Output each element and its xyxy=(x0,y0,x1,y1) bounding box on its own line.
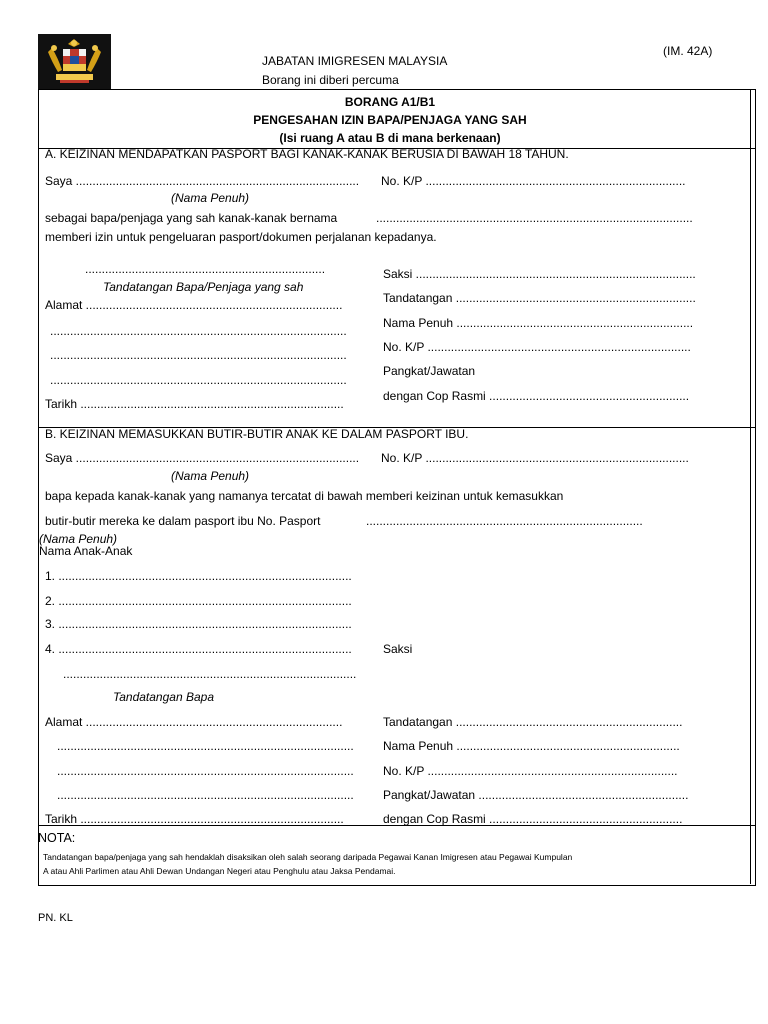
b-saya-field[interactable]: Saya ..................................................................................... xyxy=(45,451,360,465)
b-consent-line-1: bapa kepada kanak-kanak yang namanya tercatat di bawah memberi keizinan untuk kemasukkan xyxy=(45,489,564,503)
a-tandatangan-field[interactable]: Tandatangan ........................................................................ xyxy=(383,291,696,305)
b-signature-field[interactable]: ........................................................................................ xyxy=(63,667,357,681)
section-a-heading: A. KEIZINAN MENDAPATKAN PASPORT BAGI KANAK-KANAK BERUSIA DI BAWAH 18 TAHUN. xyxy=(45,147,569,161)
a-pangkat-label: Pangkat/Jawatan xyxy=(383,364,476,378)
a-signature-label: Tandatangan Bapa/Penjaga yang sah xyxy=(103,280,304,294)
a-child-line: sebagai bapa/penjaga yang sah kanak-kanak bernama xyxy=(45,211,338,225)
inner-right-border xyxy=(750,89,751,884)
b-child-1-field[interactable]: 1. ........................................................................................ xyxy=(45,569,352,583)
b-tarikh-field[interactable]: Tarikh ............................................................................... xyxy=(45,812,344,826)
b-pangkat-field[interactable]: Pangkat/Jawatan ............................................................... xyxy=(383,788,689,802)
a-address-line-2[interactable]: ......................................................................................... xyxy=(50,324,347,338)
form-name: BORANG A1/B1 xyxy=(344,95,436,109)
b-signature-label: Tandatangan Bapa xyxy=(113,690,214,704)
a-nama-penuh-saksi-field[interactable]: Nama Penuh ....................................................................... xyxy=(383,316,694,330)
b-children-label: Nama Anak-Anak xyxy=(39,544,133,558)
b-saksi-label: Saksi xyxy=(383,642,413,656)
a-alamat-field[interactable]: Alamat ............................................................................. xyxy=(45,298,343,312)
footer-code: PN. KL xyxy=(38,912,73,924)
b-nama-penuh-saksi-field[interactable]: Nama Penuh ................................................................... xyxy=(383,739,680,753)
b-consent-line-2: butir-butir mereka ke dalam pasport ibu No. Pasport xyxy=(45,514,321,528)
form-code: (IM. 42A) xyxy=(663,44,713,58)
a-cop-rasmi-field[interactable]: dengan Cop Rasmi ............................................................ xyxy=(383,389,690,403)
coat-of-arms-logo xyxy=(38,34,111,90)
a-tarikh-field[interactable]: Tarikh ............................................................................... xyxy=(45,397,344,411)
a-no-kp-field[interactable]: No. K/P .............................................................................. xyxy=(381,174,686,188)
b-passport-field[interactable]: ................................................................................... xyxy=(366,514,643,528)
b-nama-penuh-label-2: (Nama Penuh) xyxy=(39,532,118,546)
b-address-line-2[interactable]: ......................................................................................... xyxy=(57,739,354,753)
b-cop-rasmi-field[interactable]: dengan Cop Rasmi .......................................................... xyxy=(383,812,683,826)
a-address-line-4[interactable]: ......................................................................................... xyxy=(50,373,347,387)
nota-line-2: A atau Ahli Parlimen atau Ahli Dewan Undangan Negeri atau Penghulu atau Jaksa Pendamai. xyxy=(43,866,396,876)
b-nama-penuh-label: (Nama Penuh) xyxy=(171,469,250,483)
a-permission-text: memberi izin untuk pengeluaran pasport/dokumen perjalanan kepadanya. xyxy=(45,230,437,244)
b-no-kp-saksi-field[interactable]: No. K/P ........................................................................... xyxy=(383,764,678,778)
nota-line-1: Tandatangan bapa/penjaga yang sah hendaklah disaksikan oleh salah seorang daripada Pegawai Kanan Imigresen atau Pegawai Kumpulan xyxy=(43,852,573,862)
b-alamat-field[interactable]: Alamat ............................................................................. xyxy=(45,715,343,729)
department-name: JABATAN IMIGRESEN MALAYSIA xyxy=(262,54,448,68)
b-address-line-3[interactable]: ......................................................................................... xyxy=(57,764,354,778)
b-child-3-field[interactable]: 3. ........................................................................................ xyxy=(45,617,352,631)
a-address-line-3[interactable]: ......................................................................................... xyxy=(50,348,347,362)
nota-label: NOTA: xyxy=(38,831,76,845)
b-child-2-field[interactable]: 2. ........................................................................................ xyxy=(45,594,352,608)
a-no-kp-saksi-field[interactable]: No. K/P ............................................................................... xyxy=(383,340,691,354)
a-child-name-field[interactable]: ............................................................................................... xyxy=(376,211,693,225)
form-title: PENGESAHAN IZIN BAPA/PENJAGA YANG SAH xyxy=(253,113,527,127)
b-no-kp-field[interactable]: No. K/P ............................................................................... xyxy=(381,451,689,465)
a-saksi-field[interactable]: Saksi .................................................................................... xyxy=(383,267,696,281)
b-child-4-field[interactable]: 4. ........................................................................................ xyxy=(45,642,352,656)
b-tandatangan-field[interactable]: Tandatangan .................................................................... xyxy=(383,715,683,729)
form-instruction: (Isi ruang A atau B di mana berkenaan) xyxy=(279,131,501,145)
a-saya-field[interactable]: Saya ..................................................................................... xyxy=(45,174,360,188)
a-nama-penuh-label: (Nama Penuh) xyxy=(171,191,250,205)
free-note: Borang ini diberi percuma xyxy=(262,73,399,87)
section-b-heading: B. KEIZINAN MEMASUKKAN BUTIR-BUTIR ANAK KE DALAM PASPORT IBU. xyxy=(45,427,469,441)
b-address-line-4[interactable]: ......................................................................................... xyxy=(57,788,354,802)
a-signature-field[interactable]: ........................................................................ xyxy=(85,262,326,276)
